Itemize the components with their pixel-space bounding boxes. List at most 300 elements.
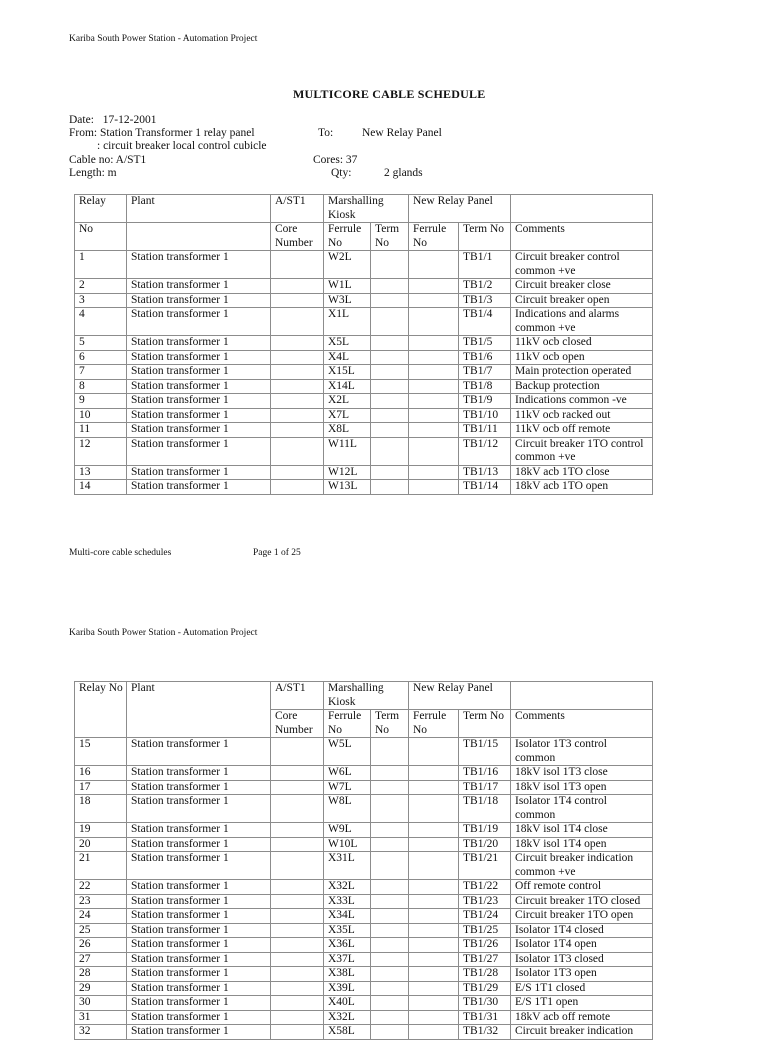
kiosk-term-cell [371,795,409,823]
terminal-cell: TB1/14 [459,480,511,495]
panel-ferrule-cell [409,967,459,982]
table-row [75,350,653,365]
header-term-no: Term No [371,223,409,251]
comment-cell: Indications and alarms common +ve [511,308,653,336]
relay-number-cell: 3 [75,293,127,308]
plant-cell: Station transformer 1 [127,379,271,394]
ferrule-cell: X4L [324,350,371,365]
table-row [75,1025,653,1040]
comment-cell: 11kV ocb off remote [511,423,653,438]
header-marshalling-kiosk: Marshalling Kiosk [324,682,409,710]
ferrule-cell: X2L [324,394,371,409]
cable-schedule-table-1 [74,194,653,495]
terminal-cell: TB1/23 [459,894,511,909]
date-line [69,114,156,128]
comment-cell: 11kV ocb racked out [511,408,653,423]
terminal-cell: TB1/10 [459,408,511,423]
ferrule-cell: X37L [324,952,371,967]
header-marshalling-kiosk: Marshalling Kiosk [324,195,409,223]
table-row [75,967,653,982]
terminal-cell: TB1/26 [459,938,511,953]
table-row [75,480,653,495]
plant-cell: Station transformer 1 [127,852,271,880]
comment-cell: Main protection operated [511,365,653,380]
relay-number-cell: 9 [75,394,127,409]
table-row [75,293,653,308]
comment-cell: Off remote control [511,880,653,895]
panel-ferrule-cell [409,437,459,465]
table-row [75,423,653,438]
relay-number-cell: 26 [75,938,127,953]
comment-cell: Circuit breaker 1TO open [511,909,653,924]
kiosk-term-cell [371,465,409,480]
core-number-cell [271,379,324,394]
plant-cell: Station transformer 1 [127,909,271,924]
kiosk-term-cell [371,437,409,465]
ferrule-cell: W10L [324,837,371,852]
plant-cell: Station transformer 1 [127,894,271,909]
core-number-cell [271,279,324,294]
table-row [75,766,653,781]
from-value: Station Transformer 1 relay panel [100,127,255,139]
header-plant: Plant [127,682,271,738]
table-row [75,894,653,909]
table-row [75,279,653,294]
plant-cell: Station transformer 1 [127,308,271,336]
core-number-cell [271,967,324,982]
core-number-cell [271,894,324,909]
core-number-cell [271,909,324,924]
kiosk-term-cell [371,938,409,953]
header-new-relay-panel: New Relay Panel [409,195,511,223]
panel-ferrule-cell [409,279,459,294]
header-relay-no: Relay No [75,682,127,738]
panel-ferrule-cell [409,780,459,795]
relay-number-cell: 20 [75,837,127,852]
comment-cell: Isolator 1T3 control common [511,738,653,766]
core-number-cell [271,465,324,480]
comment-cell: Circuit breaker control common +ve [511,251,653,279]
relay-number-cell: 23 [75,894,127,909]
comment-cell: Circuit breaker close [511,279,653,294]
table-row [75,1010,653,1025]
core-number-cell [271,938,324,953]
cable-schedule-table-2 [74,681,653,1040]
core-number-cell [271,293,324,308]
terminal-cell: TB1/16 [459,766,511,781]
cores-count: Cores: 37 [313,154,358,166]
terminal-cell: TB1/1 [459,251,511,279]
table-row [75,823,653,838]
kiosk-term-cell [371,780,409,795]
relay-number-cell: 29 [75,981,127,996]
plant-cell: Station transformer 1 [127,1010,271,1025]
plant-cell: Station transformer 1 [127,967,271,982]
table-row [75,880,653,895]
core-number-cell [271,923,324,938]
header-new-relay-panel: New Relay Panel [409,682,511,710]
panel-ferrule-cell [409,837,459,852]
comment-cell: 18kV acb 1TO close [511,465,653,480]
panel-ferrule-cell [409,308,459,336]
ferrule-cell: X36L [324,938,371,953]
date-value: 17-12-2001 [102,114,157,126]
panel-ferrule-cell [409,981,459,996]
document-title: MULTICORE CABLE SCHEDULE [293,87,486,101]
panel-ferrule-cell [409,852,459,880]
header-term-no-panel: Term No [459,223,511,251]
kiosk-term-cell [371,923,409,938]
panel-ferrule-cell [409,923,459,938]
kiosk-term-cell [371,480,409,495]
ferrule-cell: X7L [324,408,371,423]
core-number-cell [271,996,324,1011]
panel-ferrule-cell [409,423,459,438]
relay-number-cell: 16 [75,766,127,781]
table-header-row [75,682,653,710]
header-ferrule-no: Ferrule No [324,710,371,738]
ferrule-cell: X8L [324,423,371,438]
table-row [75,852,653,880]
panel-ferrule-cell [409,365,459,380]
header-core-number: Core Number [271,710,324,738]
panel-ferrule-cell [409,480,459,495]
table-row [75,336,653,351]
header-no: No [75,223,127,251]
panel-ferrule-cell [409,350,459,365]
terminal-cell: TB1/17 [459,780,511,795]
table-row [75,952,653,967]
ferrule-cell: X39L [324,981,371,996]
relay-number-cell: 6 [75,350,127,365]
kiosk-term-cell [371,952,409,967]
kiosk-term-cell [371,423,409,438]
plant-cell: Station transformer 1 [127,738,271,766]
relay-number-cell: 31 [75,1010,127,1025]
core-number-cell [271,350,324,365]
terminal-cell: TB1/24 [459,909,511,924]
panel-ferrule-cell [409,1010,459,1025]
kiosk-term-cell [371,738,409,766]
plant-cell: Station transformer 1 [127,336,271,351]
terminal-cell: TB1/13 [459,465,511,480]
terminal-cell: TB1/18 [459,795,511,823]
comment-cell: Indications common -ve [511,394,653,409]
comment-cell: Isolator 1T4 control common [511,795,653,823]
ferrule-cell: W8L [324,795,371,823]
table-row [75,981,653,996]
comment-cell: 18kV isol 1T4 close [511,823,653,838]
core-number-cell [271,336,324,351]
plant-cell: Station transformer 1 [127,981,271,996]
panel-ferrule-cell [409,251,459,279]
plant-cell: Station transformer 1 [127,780,271,795]
comment-cell: Backup protection [511,379,653,394]
core-number-cell [271,408,324,423]
table-row [75,365,653,380]
panel-ferrule-cell [409,894,459,909]
comment-cell: 18kV isol 1T4 open [511,837,653,852]
ferrule-cell: X38L [324,967,371,982]
ferrule-cell: X31L [324,852,371,880]
ferrule-cell: X15L [324,365,371,380]
plant-cell: Station transformer 1 [127,996,271,1011]
plant-cell: Station transformer 1 [127,923,271,938]
date-label: Date: [69,114,94,126]
plant-cell: Station transformer 1 [127,279,271,294]
comment-cell: Circuit breaker open [511,293,653,308]
terminal-cell: TB1/25 [459,923,511,938]
header-term-no: Term No [371,710,409,738]
header-blank [127,223,271,251]
to-label: To: [318,127,334,139]
plant-cell: Station transformer 1 [127,394,271,409]
terminal-cell: TB1/12 [459,437,511,465]
terminal-cell: TB1/11 [459,423,511,438]
relay-number-cell: 8 [75,379,127,394]
header-ferrule-no-panel: Ferrule No [409,710,459,738]
core-number-cell [271,780,324,795]
core-number-cell [271,308,324,336]
comment-cell: Circuit breaker indication common +ve [511,852,653,880]
kiosk-term-cell [371,823,409,838]
terminal-cell: TB1/32 [459,1025,511,1040]
core-number-cell [271,1010,324,1025]
ferrule-cell: W12L [324,465,371,480]
table-row [75,251,653,279]
table-row [75,437,653,465]
kiosk-term-cell [371,996,409,1011]
cable-number: Cable no: A/ST1 [69,154,147,166]
plant-cell: Station transformer 1 [127,350,271,365]
kiosk-term-cell [371,365,409,380]
panel-ferrule-cell [409,293,459,308]
ferrule-cell: W13L [324,480,371,495]
panel-ferrule-cell [409,996,459,1011]
kiosk-term-cell [371,279,409,294]
core-number-cell [271,852,324,880]
core-number-cell [271,365,324,380]
panel-ferrule-cell [409,1025,459,1040]
table-row [75,923,653,938]
relay-number-cell: 22 [75,880,127,895]
terminal-cell: TB1/4 [459,308,511,336]
comment-cell: Isolator 1T4 closed [511,923,653,938]
table-row [75,738,653,766]
table-row [75,780,653,795]
core-number-cell [271,952,324,967]
header-ferrule-no: Ferrule No [324,223,371,251]
table-header-row [75,195,653,223]
comment-cell: Isolator 1T3 open [511,967,653,982]
core-number-cell [271,766,324,781]
table-row [75,938,653,953]
terminal-cell: TB1/5 [459,336,511,351]
kiosk-term-cell [371,379,409,394]
from-line [69,127,255,141]
core-number-cell [271,738,324,766]
plant-cell: Station transformer 1 [127,938,271,953]
table-row [75,408,653,423]
kiosk-term-cell [371,350,409,365]
relay-number-cell: 13 [75,465,127,480]
plant-cell: Station transformer 1 [127,952,271,967]
ferrule-cell: X34L [324,909,371,924]
panel-ferrule-cell [409,336,459,351]
core-number-cell [271,1025,324,1040]
plant-cell: Station transformer 1 [127,437,271,465]
header-relay: Relay [75,195,127,223]
kiosk-term-cell [371,967,409,982]
terminal-cell: TB1/21 [459,852,511,880]
core-number-cell [271,880,324,895]
panel-ferrule-cell [409,938,459,953]
relay-number-cell: 25 [75,923,127,938]
ferrule-cell: W3L [324,293,371,308]
table-row [75,909,653,924]
ferrule-cell: X35L [324,923,371,938]
ferrule-cell: X33L [324,894,371,909]
panel-ferrule-cell [409,394,459,409]
relay-number-cell: 32 [75,1025,127,1040]
header-ast1: A/ST1 [271,682,324,710]
running-header: Kariba South Power Station - Automation Project [69,34,258,44]
panel-ferrule-cell [409,909,459,924]
from-value-continued: : circuit breaker local control cubicle [97,140,267,152]
kiosk-term-cell [371,766,409,781]
panel-ferrule-cell [409,766,459,781]
comment-cell: Isolator 1T4 open [511,938,653,953]
terminal-cell: TB1/2 [459,279,511,294]
core-number-cell [271,251,324,279]
ferrule-cell: X40L [324,996,371,1011]
relay-number-cell: 18 [75,795,127,823]
header-term-no-panel: Term No [459,710,511,738]
panel-ferrule-cell [409,952,459,967]
kiosk-term-cell [371,880,409,895]
plant-cell: Station transformer 1 [127,880,271,895]
to-value: New Relay Panel [362,127,442,139]
relay-number-cell: 17 [75,780,127,795]
kiosk-term-cell [371,852,409,880]
kiosk-term-cell [371,308,409,336]
relay-number-cell: 5 [75,336,127,351]
kiosk-term-cell [371,293,409,308]
table-row [75,308,653,336]
terminal-cell: TB1/6 [459,350,511,365]
comment-cell: Circuit breaker 1TO closed [511,894,653,909]
relay-number-cell: 24 [75,909,127,924]
plant-cell: Station transformer 1 [127,480,271,495]
relay-number-cell: 12 [75,437,127,465]
relay-number-cell: 21 [75,852,127,880]
comment-cell: 18kV acb 1TO open [511,480,653,495]
plant-cell: Station transformer 1 [127,251,271,279]
header-blank [511,682,653,710]
table-subheader-row [75,223,653,251]
kiosk-term-cell [371,894,409,909]
comment-cell: E/S 1T1 closed [511,981,653,996]
ferrule-cell: W5L [324,738,371,766]
panel-ferrule-cell [409,408,459,423]
relay-number-cell: 15 [75,738,127,766]
panel-ferrule-cell [409,738,459,766]
panel-ferrule-cell [409,880,459,895]
ferrule-cell: W1L [324,279,371,294]
plant-cell: Station transformer 1 [127,837,271,852]
core-number-cell [271,394,324,409]
kiosk-term-cell [371,1025,409,1040]
ferrule-cell: X58L [324,1025,371,1040]
comment-cell: Circuit breaker 1TO control common +ve [511,437,653,465]
core-number-cell [271,823,324,838]
plant-cell: Station transformer 1 [127,423,271,438]
terminal-cell: TB1/28 [459,967,511,982]
terminal-cell: TB1/19 [459,823,511,838]
terminal-cell: TB1/31 [459,1010,511,1025]
relay-number-cell: 14 [75,480,127,495]
terminal-cell: TB1/15 [459,738,511,766]
table-row [75,795,653,823]
terminal-cell: TB1/7 [459,365,511,380]
relay-number-cell: 30 [75,996,127,1011]
terminal-cell: TB1/22 [459,880,511,895]
ferrule-cell: X1L [324,308,371,336]
plant-cell: Station transformer 1 [127,1025,271,1040]
comment-cell: 11kV ocb closed [511,336,653,351]
panel-ferrule-cell [409,379,459,394]
footer-title: Multi-core cable schedules [69,548,172,558]
header-core-number: Core Number [271,223,324,251]
qty-label: Qty: [331,167,352,179]
relay-number-cell: 2 [75,279,127,294]
plant-cell: Station transformer 1 [127,408,271,423]
relay-number-cell: 7 [75,365,127,380]
comment-cell: Isolator 1T3 closed [511,952,653,967]
terminal-cell: TB1/30 [459,996,511,1011]
plant-cell: Station transformer 1 [127,365,271,380]
kiosk-term-cell [371,837,409,852]
relay-number-cell: 4 [75,308,127,336]
table-row [75,465,653,480]
core-number-cell [271,837,324,852]
terminal-cell: TB1/3 [459,293,511,308]
terminal-cell: TB1/20 [459,837,511,852]
plant-cell: Station transformer 1 [127,293,271,308]
comment-cell: 11kV ocb open [511,350,653,365]
relay-number-cell: 19 [75,823,127,838]
table-row [75,394,653,409]
terminal-cell: TB1/27 [459,952,511,967]
kiosk-term-cell [371,408,409,423]
terminal-cell: TB1/29 [459,981,511,996]
relay-number-cell: 1 [75,251,127,279]
core-number-cell [271,480,324,495]
comment-cell: 18kV isol 1T3 close [511,766,653,781]
header-comments: Comments [511,223,653,251]
header-plant: Plant [127,195,271,223]
header-blank [511,195,653,223]
ferrule-cell: X14L [324,379,371,394]
plant-cell: Station transformer 1 [127,465,271,480]
relay-number-cell: 11 [75,423,127,438]
comment-cell: 18kV isol 1T3 open [511,780,653,795]
ferrule-cell: W9L [324,823,371,838]
comment-cell: 18kV acb off remote [511,1010,653,1025]
relay-number-cell: 10 [75,408,127,423]
ferrule-cell: X32L [324,880,371,895]
kiosk-term-cell [371,336,409,351]
